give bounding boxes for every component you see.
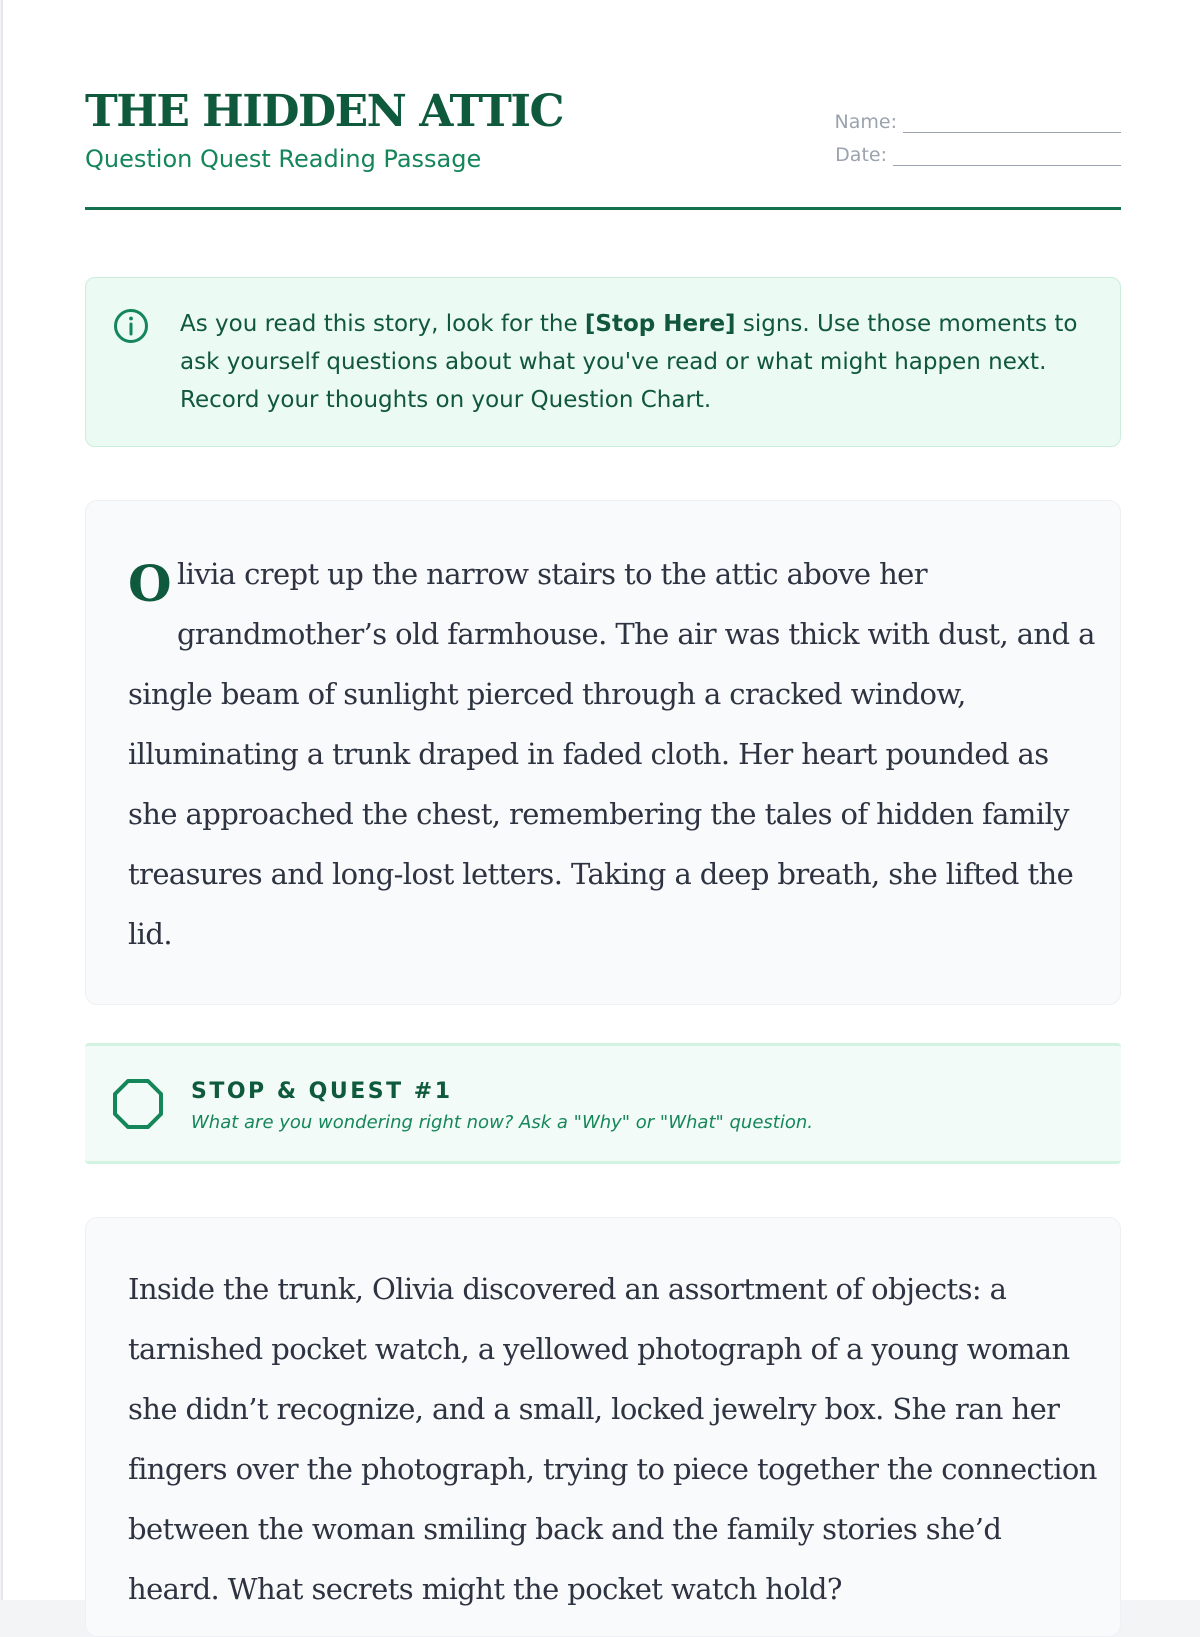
name-label: Name: [834, 111, 897, 133]
passage-paragraph [128, 544, 1098, 964]
instructions-text-start: As you read this story, look for the [180, 311, 585, 337]
page-title: THE HIDDEN ATTIC [85, 86, 563, 137]
stop-quest-box [85, 1043, 1121, 1164]
stop-prompt: What are you wondering right now? Ask a "Why" or "What" question. [191, 1112, 813, 1133]
student-info [835, 100, 1121, 166]
drop-cap-letter: O [128, 554, 171, 613]
worksheet-header [85, 84, 1121, 210]
date-label: Date: [835, 144, 887, 166]
instructions-text [180, 305, 1090, 419]
name-row [835, 100, 1121, 133]
passage-paragraph: Inside the trunk, Olivia discovered an assortment of objects: a tarnished pocket watch, a yellowed photograph of a young woman she didn’t recognize, and a small, locked jewelry box. She ran her fingers over the photograph, trying to piece together the connection between the woman smiling back and the family stories she’d heard. What secrets might the pocket watch hold? [128, 1272, 1097, 1606]
info-circle-icon [113, 308, 149, 344]
passage-body: livia crept up the narrow stairs to the attic above her grandmother’s old farmhouse. The air was thick with dust, and a single beam of sunlight pierced through a cracked window, illuminating a trunk draped in faded cloth. Her heart pounded as she approached the chest, remembering the tales of hidden family treasures and long-lost letters. Taking a deep breath, she lifted the lid. [128, 557, 1095, 951]
date-blank-line [893, 149, 1121, 166]
instructions-text-end: signs. Use those moments to ask yourself questions about what you've read or what might happen next. Record your thoughts on your Question Chart. [180, 311, 1078, 413]
name-blank-line [903, 116, 1121, 133]
stop-title: STOP & QUEST #1 [191, 1079, 453, 1104]
instructions-callout [85, 277, 1121, 447]
passage-section-2 [85, 1217, 1121, 1637]
passage-section-1 [85, 500, 1121, 1005]
stop-sign-icon [112, 1078, 164, 1130]
date-row [835, 133, 1121, 166]
worksheet-page [1, 0, 1200, 1606]
page-subtitle: Question Quest Reading Passage [85, 145, 482, 173]
stop-here-highlight: [Stop Here] [584, 311, 736, 337]
